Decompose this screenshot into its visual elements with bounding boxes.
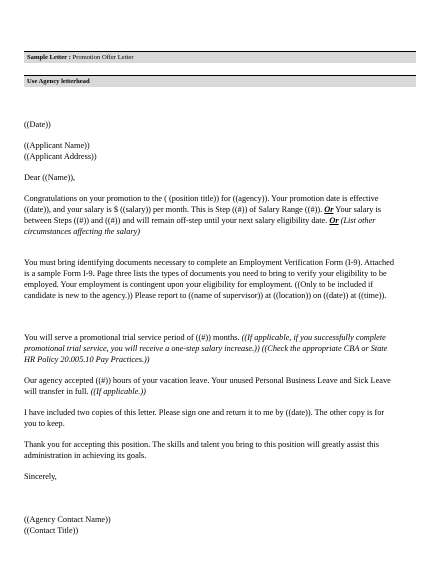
leave-italic: ((If applicable.)) [90,387,146,396]
paragraph-documents: You must bring identifying documents necessary to complete an Employment Verification Form (I-9). Attached is a sample Form I-9. Page three lists the types of documents you need to bring to verify your eligibility to be employed. Your employment is contingent upon your eligibility for employment. ((Only to be included if candidate is new to the agency.)) Please report to ((name of supervisor)) at ((location)) on ((date)) at ((time)). [24,258,394,300]
trial-text-b: ((If applicable, if you successfully complete promotional trial service, you will receive a one-step salary increase.)) ((Check the appropriate CBA or State HR Policy 20.005.10 Pay Practices.)) [24,333,388,364]
letter-date: ((Date)) [24,120,51,129]
contact-name: ((Agency Contact Name)) [24,515,111,524]
salutation: Dear ((Name)), [24,173,76,182]
sample-letter-label: Sample Letter : [27,54,71,61]
paragraph-thanks: Thank you for accepting this position. The skills and talent you bring to this position will greatly assist this administration in achieving its goals. [24,440,379,460]
paragraph-leave [24,375,396,397]
applicant-address: ((Applicant Address)) [24,152,97,161]
contact-title: ((Contact Title)) [24,526,79,535]
promotion-text-a: Congratulations on your promotion to the ( (position title)) for ((agency)). Your promotion date is effective ((date)), and your salary is $ ((salary)) per month. This is Step ((#)) of Salary Range ((#)). [24,194,379,214]
paragraph-promotion [24,193,396,237]
promotion-text-b: Your salary is between Steps ((#)) and ((#)) and will remain off-step until your next salary eligibility date. [24,205,382,225]
sample-letter-title: Promotion Offer Letter [70,54,134,61]
trial-text-a: You will serve a promotional trial service period of ((#)) months. [24,333,242,342]
leave-text: Our agency accepted ((#)) hours of your vacation leave. Your unused Personal Business Leave and Sick Leave will transfer in full. [24,376,391,396]
paragraph-trial-service [24,332,396,365]
letterhead-band [24,75,416,87]
closing: Sincerely, [24,472,57,481]
applicant-name: ((Applicant Name)) [24,141,90,150]
promotion-text-c: (List other circumstances affecting the salary) [24,216,376,236]
letterhead-note: Use Agency letterhead [27,78,90,85]
sample-letter-band [24,51,416,63]
paragraph-copies: I have included two copies of this letter. Please sign one and return it to me by ((date)). The other copy is for you to keep. [24,408,385,428]
or-marker: Or [329,216,339,225]
or-marker: Or [324,205,334,214]
